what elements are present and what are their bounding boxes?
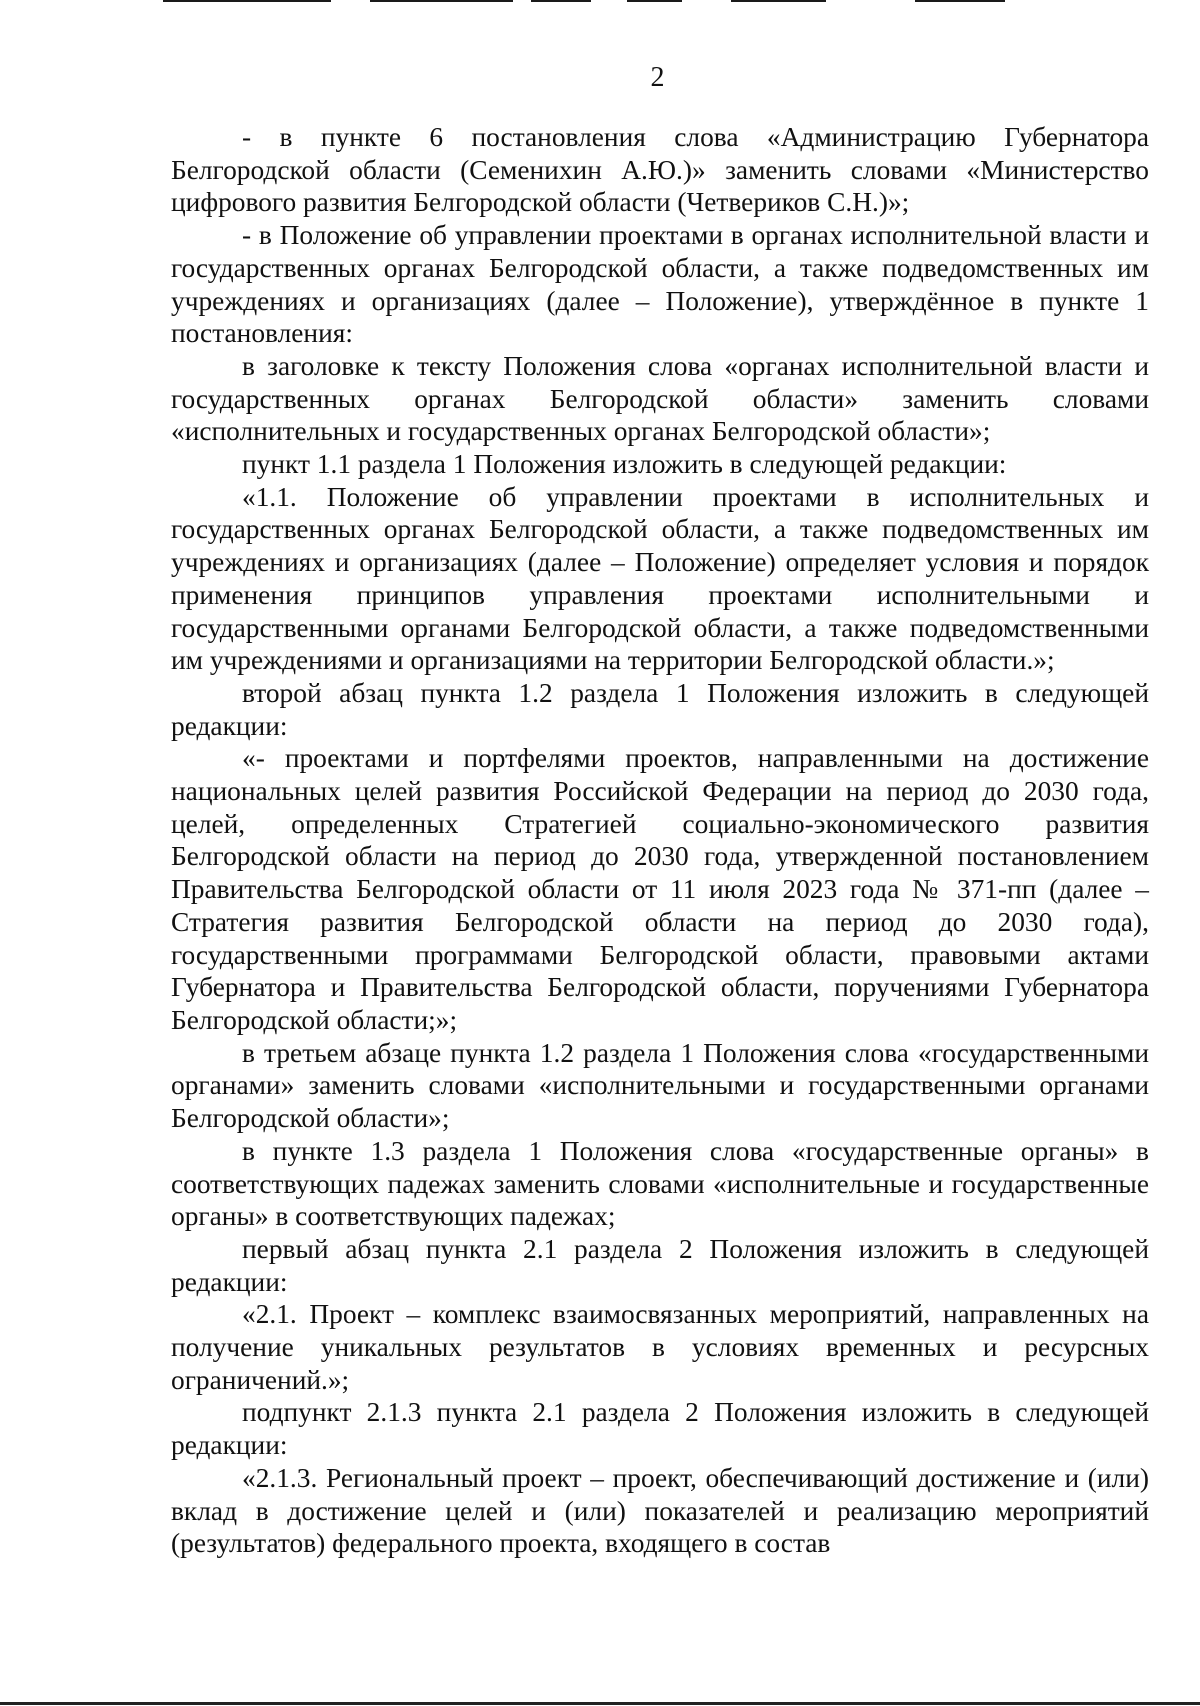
paragraph: пункт 1.1 раздела 1 Положения изложить в следующей редакции: [242, 449, 1007, 480]
top-scan-line [915, 0, 1005, 2]
document-body [171, 121, 1149, 1560]
quoted-paragraph: «- проектами и портфелями проектов, направленными на достижение национальных целей развития Российской Федерации на период до 2030 года, целей, определенных Стратегией социально-экономического развития Белгородской области на период до 2030 года, утвержденной постановлением Правительства Белгородской области от 11 июля 2023 года № 371-пп (далее – Стратегия развития Белгородской области на период до 2030 года), государственными программами Белгородской области, правовыми актами Губернатора и Правительства Белгородской области, поручениями Губернатора Белгородской области;»; [171, 743, 1149, 1035]
paragraph: в третьем абзаце пункта 1.2 раздела 1 Положения слова «государственными органами» заменить словами «исполнительными и государственными органами Белгородской области»; [171, 1037, 1149, 1134]
top-scan-line [370, 0, 513, 2]
paragraph: второй абзац пункта 1.2 раздела 1 Положения изложить в следующей редакции: [171, 677, 1149, 741]
paragraph: подпункт 2.1.3 пункта 2.1 раздела 2 Положения изложить в следующей редакции: [171, 1397, 1149, 1461]
paragraph: - в пункте 6 постановления слова «Администрацию Губернатора Белгородской области (Семенихин А.Ю.)» заменить словами «Министерство цифрового развития Белгородской области (Четвериков С.Н.)»; [171, 122, 1149, 218]
paragraph: в заголовке к тексту Положения слова «органах исполнительной власти и государственных органах Белгородской области» заменить словами «исполнительных и государственных органах Белгородской области»; [171, 350, 1149, 447]
quoted-paragraph: «2.1. Проект – комплекс взаимосвязанных мероприятий, направленных на получение уникальных результатов в условиях временных и ресурсных ограничений.»; [171, 1299, 1149, 1395]
paragraph: первый абзац пункта 2.1 раздела 2 Положения изложить в следующей редакции: [171, 1233, 1149, 1297]
page-number: 2 [650, 62, 665, 93]
top-scan-line [731, 0, 826, 2]
quoted-paragraph: «2.1.3. Региональный проект – проект, обеспечивающий достижение и (или) вклад в достижение целей и (или) показателей и реализацию мероприятий (результатов) федерального проекта, входящего в состав [171, 1462, 1149, 1559]
paragraph: в пункте 1.3 раздела 1 Положения слова «государственные органы» в соответствующих падежах заменить словами «исполнительные и государственные органы» в соответствующих падежах; [171, 1135, 1149, 1232]
paragraph: - в Положение об управлении проектами в органах исполнительной власти и государственных органах Белгородской области, а также подведомственных им учреждениях и организациях (далее – Положение), утверждённое в пункте 1 постановления: [171, 220, 1149, 349]
bottom-scan-edge [0, 1702, 1200, 1705]
quoted-paragraph: «1.1. Положение об управлении проектами в исполнительных и государственных органах Белгородской области, а также подведомственных им учреждениях и организациях (далее – Положение) определяет условия и порядок применения принципов управления проектами исполнительными и государственными органами Белгородской области, а также подведомственными им учреждениями и организациями на территории Белгородской области.»; [171, 481, 1149, 676]
top-scan-line [163, 0, 331, 2]
top-scan-line [531, 0, 591, 2]
top-scan-line [627, 0, 682, 2]
